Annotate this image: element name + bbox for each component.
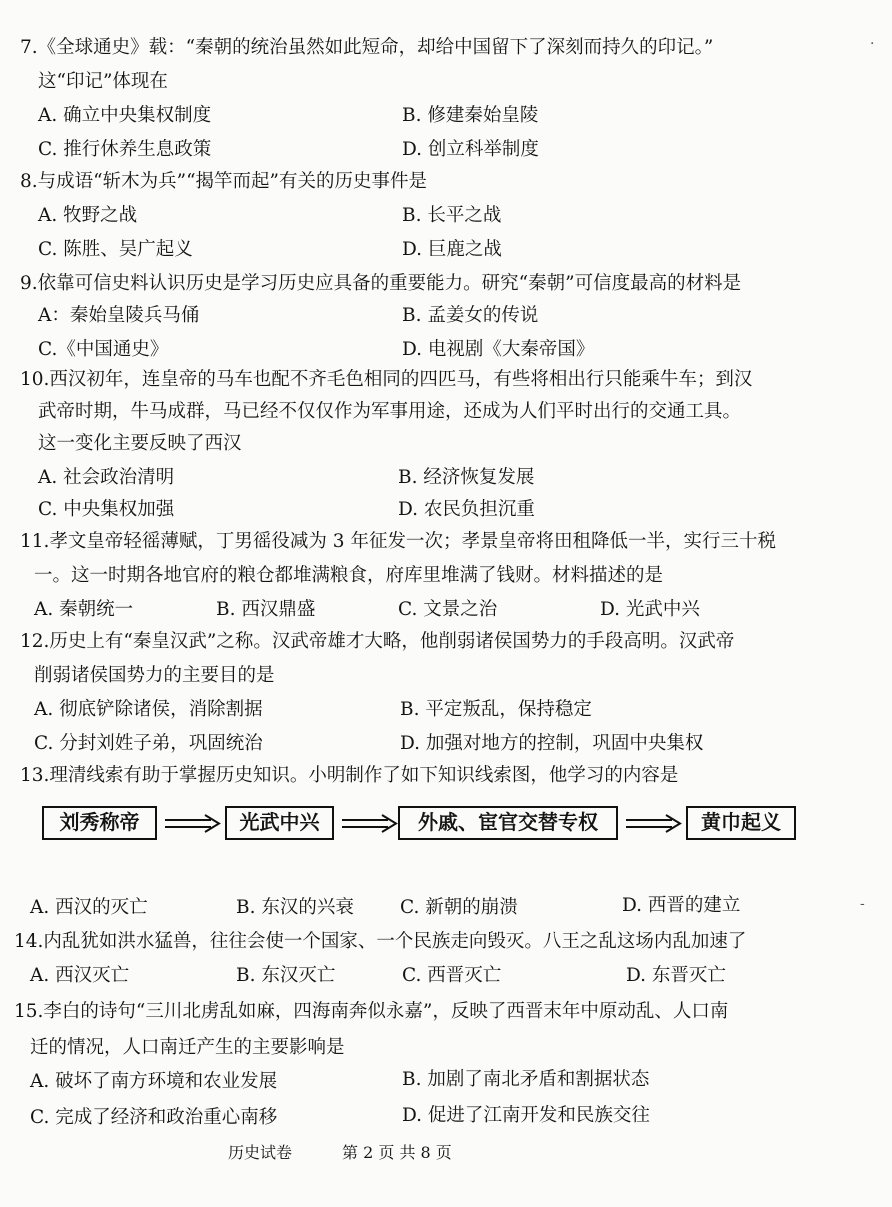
option-15d: D. 促进了江南开发和民族交往 [402,1105,650,1126]
scan-mark: · [870,36,875,52]
option-14b: B. 东汉灭亡 [236,965,336,986]
option-15a: A. 破坏了南方环境和农业发展 [30,1071,278,1092]
flow-step-3: 外戚、宦官交替专权 [398,806,618,840]
flow-step-1: 刘秀称帝 [42,806,157,840]
option-9d: D. 电视剧《大秦帝国》 [402,339,595,360]
option-10a: A. 社会政治清明 [38,467,175,488]
option-15c: C. 完成了经济和政治重心南移 [30,1107,278,1128]
option-9a: A：秦始皇陵兵马俑 [38,305,200,326]
option-11b: B. 西汉鼎盛 [216,599,316,620]
option-7c: C. 推行休养生息政策 [38,139,212,160]
knowledge-flowchart [40,806,800,846]
option-7d: D. 创立科举制度 [402,139,539,160]
question-10-stem: 10.西汉初年，连皇帝的马车也配不齐毛色相同的四匹马，有些将相出行只能乘牛车；到汉 [20,369,753,390]
question-11-stem-2: 一。这一时期各地官府的粮仓都堆满粮食，府库里堆满了钱财。材料描述的是 [34,565,664,586]
option-13c: C. 新朝的崩溃 [400,897,518,918]
question-7-stem: 7.《全球通史》载：“秦朝的统治虽然如此短命，却给中国留下了深刻而持久的印记。” [20,37,714,58]
question-10-stem-2: 武帝时期，牛马成群，马已经不仅仅作为军事用途，还成为人们平时出行的交通工具。 [38,401,742,422]
option-9c: C.《中国通史》 [38,339,169,360]
option-14c: C. 西晋灭亡 [402,965,502,986]
option-8a: A. 牧野之战 [38,205,138,226]
question-12-stem: 12.历史上有“秦皇汉武”之称。汉武帝雄才大略，他削弱诸侯国势力的手段高明。汉武帝 [20,631,735,652]
double-arrow-icon [340,814,400,834]
question-9-stem: 9.依靠可信史料认识历史是学习历史应具备的重要能力。研究“秦朝”可信度最高的材料是 [20,273,742,294]
option-12c: C. 分封刘姓子弟，巩固统治 [34,733,263,754]
question-8-stem: 8.与成语“斩木为兵”“揭竿而起”有关的历史事件是 [20,171,427,192]
scan-mark: - [860,896,865,912]
question-14-stem: 14.内乱犹如洪水猛兽，往往会使一个国家、一个民族走向毁灭。八王之乱这场内乱加速了 [14,931,747,952]
option-12a: A. 彻底铲除诸侯，消除割据 [34,699,263,720]
option-11c: C. 文景之治 [398,599,498,620]
question-7-stem-2: 这“印记”体现在 [38,71,168,92]
option-8d: D. 巨鹿之战 [402,239,502,260]
double-arrow-icon [624,814,684,834]
question-13-stem: 13.理清线索有助于掌握历史知识。小明制作了如下知识线索图，他学习的内容是 [20,765,679,786]
question-10-stem-3: 这一变化主要反映了西汉 [38,433,242,454]
option-7a: A. 确立中央集权制度 [38,105,212,126]
double-arrow-icon [163,814,223,834]
option-7b: B. 修建秦始皇陵 [402,105,539,126]
option-10b: B. 经济恢复发展 [398,467,535,488]
footer-page-number: 第 2 页 共 8 页 [342,1143,452,1162]
flow-step-4: 黄巾起义 [686,806,796,840]
option-13d: D. 西晋的建立 [622,895,741,916]
option-11d: D. 光武中兴 [600,599,700,620]
option-13a: A. 西汉的灭亡 [30,897,148,918]
question-15-stem: 15.李白的诗句“三川北虏乱如麻，四海南奔似永嘉”，反映了西晋末年中原动乱、人口南 [14,1001,729,1022]
option-10d: D. 农民负担沉重 [398,499,535,520]
option-12b: B. 平定叛乱，保持稳定 [400,699,592,720]
option-11a: A. 秦朝统一 [34,599,134,620]
option-8b: B. 长平之战 [402,205,502,226]
question-15-stem-2: 迁的情况，人口南迁产生的主要影响是 [30,1037,345,1058]
option-10c: C. 中央集权加强 [38,499,175,520]
option-13b: B. 东汉的兴衰 [236,897,354,918]
question-12-stem-2: 削弱诸侯国势力的主要目的是 [34,665,275,686]
option-14d: D. 东晋灭亡 [626,965,726,986]
question-11-stem: 11.孝文皇帝轻徭薄赋，丁男徭役减为 3 年征发一次；孝景皇帝将田租降低一半，实行三十税 [20,531,776,552]
option-8c: C. 陈胜、吴广起义 [38,239,193,260]
option-12d: D. 加强对地方的控制，巩固中央集权 [400,733,704,754]
option-14a: A. 西汉灭亡 [30,965,130,986]
option-15b: B. 加剧了南北矛盾和割据状态 [402,1069,650,1090]
option-9b: B. 孟姜女的传说 [402,305,539,326]
footer-subject: 历史试卷 [228,1143,293,1162]
flow-step-2: 光武中兴 [225,806,334,840]
